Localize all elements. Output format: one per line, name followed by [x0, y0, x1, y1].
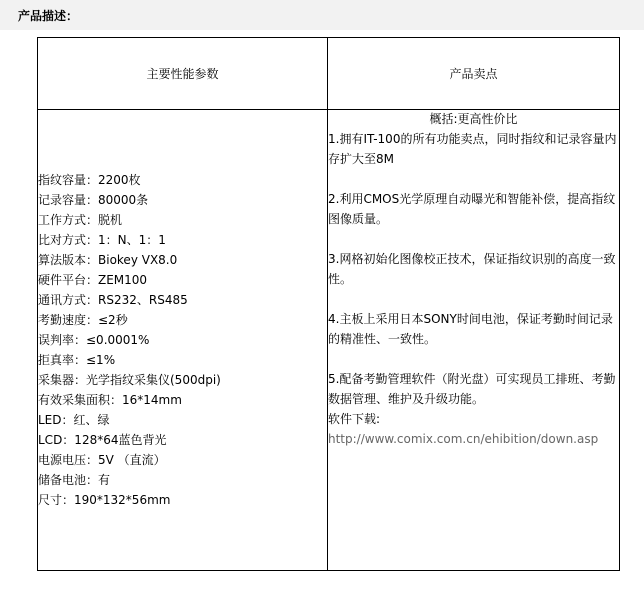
param-line: 考勤速度：≤2秒	[38, 313, 128, 327]
param-line: 比对方式：1：N、1：1	[38, 233, 166, 247]
feature-item: 4.主板上采用日本SONY时间电池，保证考勤时间记录的精准性、一致性。	[328, 312, 613, 346]
param-line: 储备电池：有	[38, 473, 111, 487]
features-cell	[328, 110, 620, 571]
param-line: 指纹容量：2200枚	[38, 173, 141, 187]
param-line: 记录容量：80000条	[38, 193, 149, 207]
param-line: 工作方式：脱机	[38, 213, 123, 227]
params-cell	[38, 110, 328, 571]
section-title: 产品描述：	[18, 9, 79, 23]
param-line: 硬件平台：ZEM100	[38, 273, 148, 287]
param-line: 尺寸：190*132*56mm	[38, 493, 171, 507]
product-spec-table	[37, 37, 620, 571]
param-line: 电源电压：5V （直流）	[38, 453, 166, 467]
param-line: LED：红、绿	[38, 413, 110, 427]
param-line: 算法版本：Biokey VX8.0	[38, 253, 178, 267]
param-line: 通讯方式：RS232、RS485	[38, 293, 188, 307]
feature-item: 3.网格初始化图像校正技术，保证指纹识别的高度一致性。	[328, 252, 616, 286]
param-line: 拒真率：≤1%	[38, 353, 116, 367]
param-line: LCD：128*64蓝色背光	[38, 433, 167, 447]
param-line: 有效采集面积：16*14mm	[38, 393, 182, 407]
feature-item: 1.拥有IT-100的所有功能卖点，同时指纹和记录容量内存扩大至8M	[328, 132, 617, 166]
header-main-params: 主要性能参数	[38, 38, 328, 110]
section-header-bar	[0, 0, 644, 30]
download-link[interactable]: http://www.comix.com.cn/ehibition/down.asp	[328, 432, 599, 446]
param-line: 误判率：≤0.0001%	[38, 333, 150, 347]
table-body-row	[38, 110, 620, 571]
summary-text: 概括:更高性价比	[429, 112, 518, 126]
feature-item: 2.利用CMOS光学原理自动曝光和智能补偿，提高指纹图像质量。	[328, 192, 616, 226]
feature-item: 5.配备考勤管理软件（附光盘）可实现员工排班、考勤数据管理、维护及升级功能。	[328, 372, 616, 406]
table-header-row	[38, 38, 620, 110]
header-selling-points: 产品卖点	[328, 38, 620, 110]
param-line: 采集器：光学指纹采集仪(500dpi)	[38, 373, 221, 387]
download-label: 软件下载:	[328, 412, 381, 426]
